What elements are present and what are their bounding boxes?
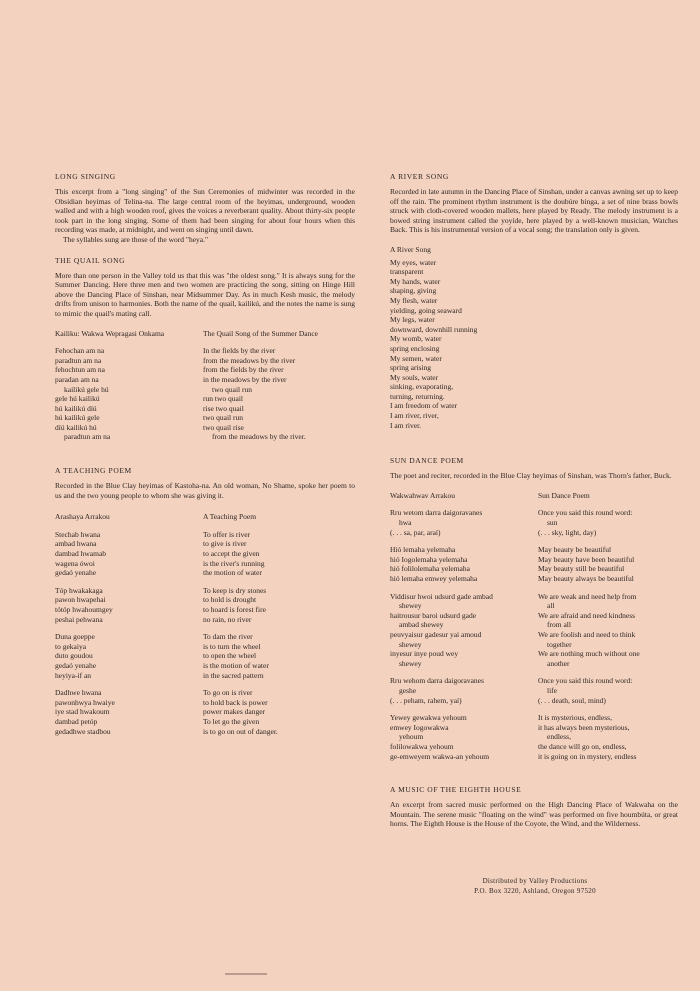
poem-line: duto goudou	[55, 651, 93, 661]
section-heading: A TEACHING POEM	[55, 466, 132, 476]
poem-line: to gekaiya	[55, 641, 87, 651]
stanza-english	[203, 632, 355, 680]
poem-line: pawon hwapehai	[55, 595, 106, 605]
poem-line: hió Iogolemaha yelemaha	[390, 554, 468, 564]
stanza-english	[538, 592, 678, 669]
poem-line: fehochtun am na	[55, 365, 105, 375]
poem-line: shewey	[399, 658, 422, 668]
poem-line: spring arising	[390, 363, 432, 373]
poem-line: is to go on out of danger.	[203, 726, 278, 736]
poem-line: sun	[547, 518, 558, 528]
poem-line: the motion of water	[203, 568, 262, 578]
poem-body	[55, 346, 355, 442]
poem-line: Once you said this round word:	[538, 508, 633, 518]
poem-line: We are afraid and need kindness	[538, 610, 636, 620]
stanza-english	[538, 676, 678, 705]
poem-line: (. . . peham, rahem, yaí)	[390, 695, 462, 705]
section-paragraph: More than one person in the Valley told us that this was "the oldest song." It is always sung for the Summer Dancing. Here three men and two women are practicing the song, sitting on Hinge Hill above the Dancing Place of Sinshan, near Midsummer Day. As in much Kesh music, the melody drifts from unison to harmonies. Both the name of the quail, kailikú, and the notes the name is sung to mimic the quail's mating call.	[55, 270, 355, 318]
poem-line: It is mysterious, endless,	[538, 713, 612, 723]
stanza-english	[538, 545, 678, 583]
poem-title-kesh: Arashaya Arrakou	[55, 512, 110, 522]
poem-line: May beauty have been beautiful	[538, 554, 635, 564]
section-paragraph: The syllables sung are those of the word "heya."	[63, 234, 209, 244]
poem-line: to hold is drought	[203, 595, 257, 605]
stanza-english	[203, 530, 355, 578]
poem-line: to hold back is power	[203, 697, 268, 707]
poem-line: My souls, water	[390, 372, 439, 382]
poem-line: Rru wetom darra daigoravanes	[390, 508, 483, 518]
section-heading: LONG SINGING	[55, 172, 116, 181]
poem-line: hió lemaha emwey yelemaha	[390, 574, 478, 583]
eighth-house-section	[390, 785, 678, 829]
poem-line: shaping, giving	[390, 286, 437, 296]
poem-titles	[390, 491, 678, 501]
poem-line: in the sacred pattern	[203, 670, 264, 680]
poem-line: two quail run	[212, 384, 252, 394]
poem-line: peuvyaisur gadesur yai amoud	[390, 629, 482, 639]
poem-line: it is going on in mystery, endless	[538, 751, 637, 761]
section-heading: A RIVER SONG	[390, 172, 449, 181]
poem-line: hwa	[399, 518, 412, 528]
poem-line: May beauty still be beautiful	[538, 564, 625, 574]
poem-line: folilowakwa yehoum	[390, 741, 454, 751]
poem-title-kesh: Kailiku: Wakwa Wepragasi Onkama	[55, 328, 165, 338]
stanza-kesh	[55, 632, 203, 680]
poem-line: Duna goeppe	[55, 632, 95, 642]
stanza-english	[538, 508, 678, 537]
poem-line: ambad shewey	[399, 620, 444, 630]
quail-song-section	[55, 256, 355, 443]
poem-line: dambad petóp	[55, 716, 98, 726]
poem-line: is to turn the wheel	[203, 641, 261, 651]
poem-line: Fehochan am na	[55, 346, 105, 356]
poem-line: Dadhwe hwana	[55, 688, 102, 698]
poem-line: to give is river	[203, 539, 247, 549]
poem-line: rise two quail	[203, 403, 244, 413]
stanza-english	[203, 586, 355, 624]
stanza	[390, 545, 678, 583]
poem-line: We are weak and need help from	[538, 591, 637, 601]
poem-line: from all	[547, 620, 571, 630]
stanza-kesh	[390, 713, 538, 761]
stanza-kesh	[390, 676, 538, 705]
distributor-line: Distributed by Valley Productions	[482, 877, 588, 885]
stanza	[390, 676, 678, 705]
poem-line: sinking, evaporating,	[390, 382, 454, 392]
poem-line: To dam the river	[203, 632, 253, 642]
poem-line: haitrousur baroi udsurd gade	[390, 610, 477, 620]
stanza-kesh	[390, 508, 538, 537]
poem-line: ge-emweyem wakwa-an yehoum	[390, 751, 490, 761]
poem-line: paradtun am na	[64, 432, 111, 442]
poem-lines-kesh	[55, 346, 203, 442]
river-song-section	[390, 172, 678, 430]
section-paragraph: The poet and reciter, recorded in the Blue Clay heyimas of Sinshan, was Thorn's father, Buck.	[390, 471, 672, 481]
poem-line: endless,	[547, 732, 571, 742]
poem-line: paradan am na	[55, 374, 99, 384]
stanza	[390, 713, 678, 761]
sun-dance-section	[390, 456, 678, 761]
poem-line: downward, downhill running	[390, 324, 478, 334]
poem-line: is the river's running	[203, 558, 265, 568]
poem-line: tótóp hwahoumgey	[55, 605, 113, 614]
poem-line: is the motion of water	[203, 660, 269, 670]
poem-stanzas	[55, 530, 355, 736]
stanza	[55, 688, 355, 736]
section-heading: THE QUAIL SONG	[55, 255, 126, 265]
poem-line: Tóp hwakakaga	[55, 585, 103, 595]
poem-line: inyesur inye poud wey	[390, 649, 459, 659]
poem-line: My legs, water	[390, 315, 435, 325]
poem-line: I am river, river,	[390, 411, 439, 421]
poem-line: two quail rise	[203, 422, 244, 432]
poem-line: My flesh, water	[390, 295, 438, 305]
poem-line: shewey	[399, 639, 422, 649]
poem-line: We are nothing much without one	[538, 649, 640, 659]
section-paragraph: This excerpt from a "long singing" of the Sun Ceremonies of midwinter was recorded in the Obsidian heyimas of Telina-na. The large central room of the heyimas, underground, wooden walled and with a high wooden roof, gives the voices a reverberant quality. About thirty-six people took part in the long singing. Some of them had been singing for about four hours when this recording was made, at midnight, and went on singing until dawn.	[55, 187, 355, 235]
distribution-footer	[455, 876, 615, 896]
stanza-kesh	[55, 530, 203, 578]
poem-line: kailikú gele hú	[64, 384, 109, 394]
poem-line: run two quail	[203, 394, 243, 404]
poem-line: gedadhwe stadbou	[55, 726, 111, 736]
poem-line: Hió lemaha yelemaha	[390, 545, 456, 555]
poem-line: the dance will go on, endless,	[538, 741, 627, 751]
stanza	[55, 632, 355, 680]
poem-line: To keep is dry stones	[203, 585, 267, 595]
poem-lines	[390, 258, 678, 431]
stanza	[55, 530, 355, 578]
poem-title-kesh: Wakwahwav Arrakou	[390, 490, 455, 500]
poem-line: to hoard is forest fire	[203, 605, 266, 614]
poem-line: heyiya-if an	[55, 670, 92, 680]
poem-line: together	[547, 639, 572, 649]
poem-line: hú kailikú gele	[55, 413, 100, 423]
poem-titles	[55, 512, 355, 522]
address-line: P.O. Box 3220, Ashland, Oregon 97520	[474, 887, 596, 895]
poem-line: I am freedom of water	[390, 401, 458, 411]
poem-line: from the meadows by the river.	[212, 432, 306, 442]
poem-line: in the meadows by the river	[203, 374, 287, 384]
poem-line: wagena ówoi	[55, 558, 95, 568]
poem-title-english: A Teaching Poem	[203, 512, 257, 522]
poem-line: shewey	[399, 601, 422, 611]
poem-line: My semen, water	[390, 353, 442, 363]
poem-line: dambad hwamab	[55, 549, 107, 559]
stanza-kesh	[390, 592, 538, 669]
poem-line: In the fields by the river	[203, 346, 276, 356]
poem-line: (. . . sky, light, day)	[538, 527, 597, 537]
poem-line: it has always been mysterious,	[538, 722, 630, 732]
right-column	[390, 172, 678, 840]
stanza	[390, 508, 678, 537]
long-singing-section	[55, 172, 355, 245]
poem-line: Rru wehom darra daigoravanes	[390, 676, 484, 686]
poem-line: (. . . death, soul, mind)	[538, 695, 606, 705]
stanza	[55, 586, 355, 624]
poem-line: To go on is river	[203, 688, 253, 698]
poem-line: Viddisur hwoi udsurd gade ambad	[390, 591, 493, 601]
poem-line: gedaó yenahe	[55, 568, 97, 578]
poem-line: iye stad hwakoum	[55, 707, 110, 717]
poem-line: emwey Iogowakwa	[390, 722, 449, 732]
poem-line: spring enclosing	[390, 343, 440, 353]
poem-line: (. . . sa, par, araí)	[390, 527, 441, 537]
poem-line: hú kailikú díú	[55, 403, 97, 413]
poem-lines-english	[203, 346, 355, 442]
poem-line: My eyes, water	[390, 257, 437, 267]
poem-line: all	[547, 601, 555, 611]
poem-line: power makes danger	[203, 707, 266, 717]
poem-title-english: The Quail Song of the Summer Dance	[203, 328, 318, 338]
poem-line: peshai pehwana	[55, 614, 103, 624]
stanza-english	[203, 688, 355, 736]
stanza-kesh	[390, 545, 538, 583]
section-paragraph: Recorded in the Blue Clay heyimas of Kastoha-na. An old woman, No Shame, spoke her poem to us and the two young people to whom she was giving it.	[55, 481, 355, 500]
poem-line: geshe	[399, 685, 417, 695]
poem-line: I am river.	[390, 420, 422, 430]
poem-line: to open the wheel	[203, 651, 257, 661]
poem-line: transparent	[390, 267, 424, 277]
poem-line: two quail run	[203, 413, 243, 423]
poem-line: To offer is river	[203, 529, 251, 539]
poem-line: My hands, water	[390, 276, 441, 286]
poem-line: gele hú kailikú	[55, 394, 100, 404]
poem-stanzas	[390, 508, 678, 761]
poem-line: gedaó yenahe	[55, 660, 97, 670]
section-heading: SUN DANCE POEM	[390, 456, 464, 466]
poem-line: My womb, water	[390, 334, 442, 344]
poem-line: turning, returning.	[390, 391, 445, 401]
poem-line: no rain, no river	[203, 614, 252, 624]
poem-line: pawonhwya hwaiye	[55, 697, 115, 707]
poem-title-english: Sun Dance Poem	[538, 490, 590, 500]
poem-line: yehoum	[399, 732, 424, 742]
poem-line: from the meadows by the river	[203, 355, 296, 365]
poem-line: ambad hwana	[55, 539, 97, 549]
poem-line: May beauty always be beautiful	[538, 574, 634, 583]
poem-line: paradtun am na	[55, 355, 102, 365]
left-column	[55, 172, 355, 747]
poem-line: We are foolish and need to think	[538, 629, 636, 639]
stanza-kesh	[55, 586, 203, 624]
poem-line: from the fields by the river	[203, 365, 284, 375]
section-paragraph: An excerpt from sacred music performed on the High Dancing Place of Wakwaha on the Mountain. The serene music "floating on the wind" was performed on five houmbúta, or great horns. The Eighth House is the House of the Coyote, the Wind, and the Wilderness.	[390, 800, 678, 829]
poem-line: life	[547, 685, 557, 695]
poem-line: Stechab hwana	[55, 529, 101, 539]
stanza	[390, 592, 678, 669]
section-paragraph: Recorded in late autumn in the Dancing Place of Sinshan, under a canvas awning set up to keep off the rain. The prominent rhythm instrument is the doubúre binga, a set of nine brass bowls struck with cloth-covered wooden mallets, here played by Ready. The melody instrument is a bowed string instrument called the yoyíde, here played by a well-known musician, Watches Back. This is his instrumental version of a vocal song; the translation only is given.	[390, 187, 678, 235]
ink-smudge	[225, 973, 267, 975]
stanza-english	[538, 713, 678, 761]
poem-line: yielding, going seaward	[390, 305, 462, 315]
poem-line: to accept the given	[203, 549, 260, 559]
poem-line: hió folilolemaha yelemaha	[390, 564, 470, 574]
section-heading: A MUSIC OF THE EIGHTH HOUSE	[390, 785, 522, 795]
stanza-kesh	[55, 688, 203, 736]
poem-line: díú kailikú hú	[55, 422, 97, 432]
poem-title: A River Song	[390, 244, 431, 254]
poem-line: Once you said this round word:	[538, 676, 633, 686]
poem-line: another	[547, 658, 570, 668]
teaching-poem-section	[55, 466, 355, 736]
poem-line: To let go the given	[203, 716, 260, 726]
poem-titles	[55, 329, 355, 339]
poem-line: May beauty be beautiful	[538, 545, 612, 555]
poem-line: Yewey gewakwa yehoum	[390, 713, 467, 723]
